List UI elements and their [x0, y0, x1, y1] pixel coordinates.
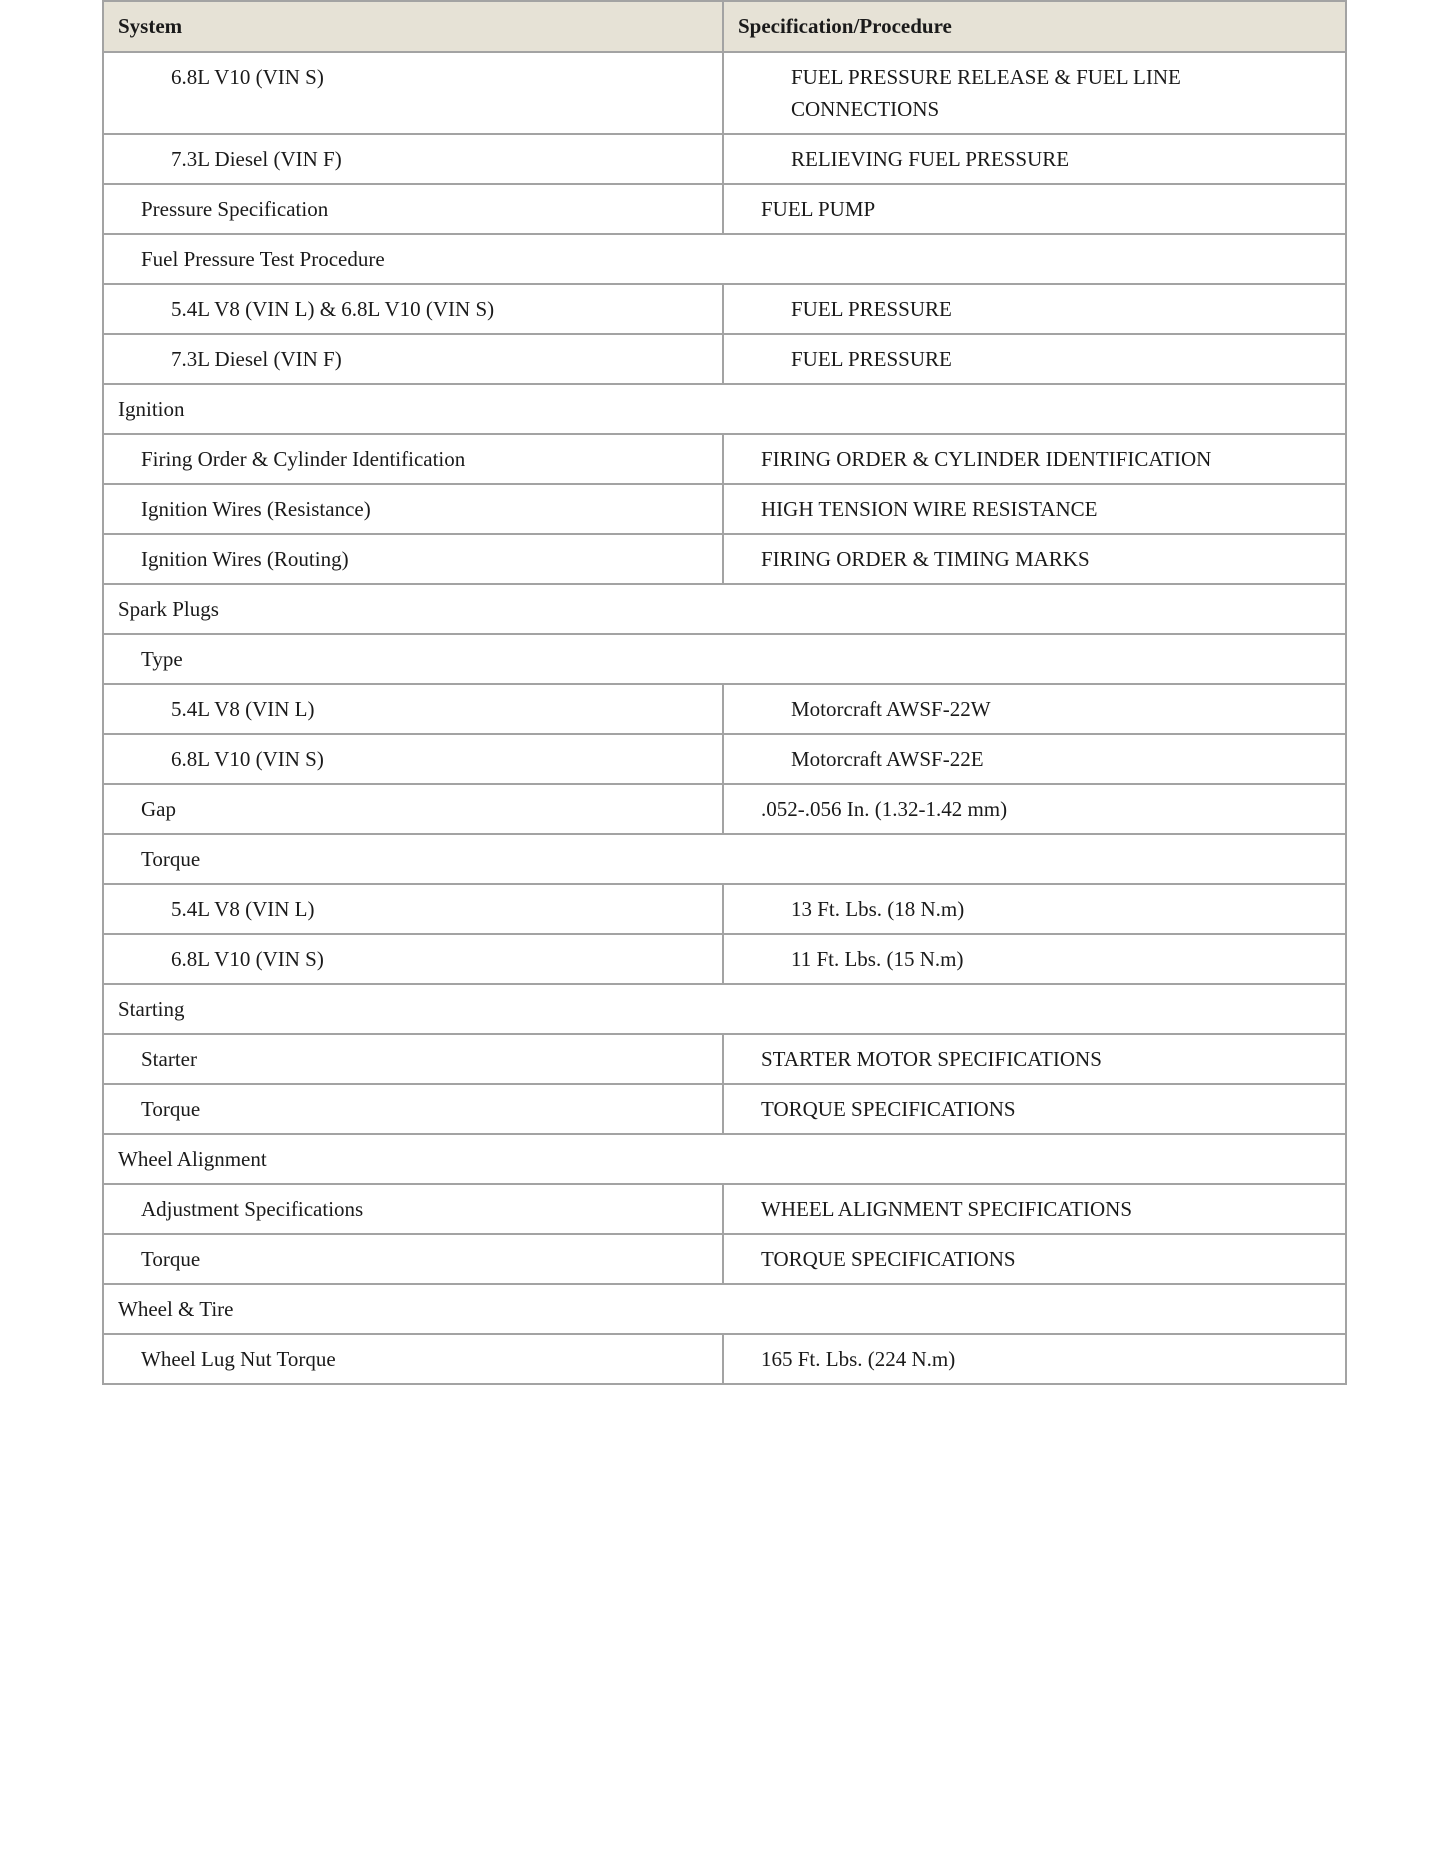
table-row [103, 234, 1346, 284]
system-cell: Firing Order & Cylinder Identification [103, 434, 723, 484]
system-cell: 5.4L V8 (VIN L) [103, 884, 723, 934]
system-cell: Ignition Wires (Routing) [103, 534, 723, 584]
section-heading-cell: Wheel Alignment [103, 1134, 1346, 1184]
system-cell: Pressure Specification [103, 184, 723, 234]
system-cell: Adjustment Specifications [103, 1184, 723, 1234]
specification-cell: FIRING ORDER & CYLINDER IDENTIFICATION [723, 434, 1346, 484]
specification-cell: TORQUE SPECIFICATIONS [723, 1234, 1346, 1284]
table-row [103, 434, 1346, 484]
specification-cell: 13 Ft. Lbs. (18 N.m) [723, 884, 1346, 934]
system-cell: Wheel Lug Nut Torque [103, 1334, 723, 1384]
specification-cell: HIGH TENSION WIRE RESISTANCE [723, 484, 1346, 534]
table-row [103, 884, 1346, 934]
specification-cell: Motorcraft AWSF-22E [723, 734, 1346, 784]
system-cell: Torque [103, 1084, 723, 1134]
system-cell: 6.8L V10 (VIN S) [103, 934, 723, 984]
section-heading-cell: Type [103, 634, 1346, 684]
specification-cell: WHEEL ALIGNMENT SPECIFICATIONS [723, 1184, 1346, 1234]
section-heading-cell: Spark Plugs [103, 584, 1346, 634]
section-heading-cell: Fuel Pressure Test Procedure [103, 234, 1346, 284]
table-row [103, 1034, 1346, 1084]
specification-cell: FUEL PRESSURE RELEASE & FUEL LINE CONNECTIONS [723, 52, 1346, 134]
system-cell: 6.8L V10 (VIN S) [103, 734, 723, 784]
table-row [103, 134, 1346, 184]
table-row [103, 834, 1346, 884]
specification-cell: FUEL PUMP [723, 184, 1346, 234]
specification-cell: FIRING ORDER & TIMING MARKS [723, 534, 1346, 584]
table-row [103, 52, 1346, 134]
table-row [103, 1084, 1346, 1134]
specifications-table [102, 0, 1347, 1385]
section-heading-cell: Torque [103, 834, 1346, 884]
table-row [103, 184, 1346, 234]
table-row [103, 984, 1346, 1034]
section-heading-cell: Wheel & Tire [103, 1284, 1346, 1334]
table-row [103, 934, 1346, 984]
table-row [103, 634, 1346, 684]
specification-cell: STARTER MOTOR SPECIFICATIONS [723, 1034, 1346, 1084]
system-cell: 5.4L V8 (VIN L) [103, 684, 723, 734]
table-row [103, 734, 1346, 784]
table-row [103, 584, 1346, 634]
table-row [103, 484, 1346, 534]
table-row [103, 1184, 1346, 1234]
table-body [103, 52, 1346, 1384]
table-row [103, 1284, 1346, 1334]
table-row [103, 784, 1346, 834]
table-row [103, 1234, 1346, 1284]
section-heading-cell: Ignition [103, 384, 1346, 434]
table-row [103, 284, 1346, 334]
specification-cell: Motorcraft AWSF-22W [723, 684, 1346, 734]
specification-cell: FUEL PRESSURE [723, 334, 1346, 384]
section-heading-cell: Starting [103, 984, 1346, 1034]
table-row [103, 1134, 1346, 1184]
system-cell: Gap [103, 784, 723, 834]
specification-cell: RELIEVING FUEL PRESSURE [723, 134, 1346, 184]
system-cell: Torque [103, 1234, 723, 1284]
table-row [103, 684, 1346, 734]
specification-cell: 11 Ft. Lbs. (15 N.m) [723, 934, 1346, 984]
specification-cell: FUEL PRESSURE [723, 284, 1346, 334]
table-row [103, 534, 1346, 584]
table-row [103, 384, 1346, 434]
specification-cell: 165 Ft. Lbs. (224 N.m) [723, 1334, 1346, 1384]
specification-cell: .052-.056 In. (1.32-1.42 mm) [723, 784, 1346, 834]
system-cell: Starter [103, 1034, 723, 1084]
column-header-system: System [103, 1, 723, 52]
column-header-specification: Specification/Procedure [723, 1, 1346, 52]
table-header-row [103, 1, 1346, 52]
specification-cell: TORQUE SPECIFICATIONS [723, 1084, 1346, 1134]
table-row [103, 334, 1346, 384]
system-cell: Ignition Wires (Resistance) [103, 484, 723, 534]
system-cell: 6.8L V10 (VIN S) [103, 52, 723, 134]
system-cell: 7.3L Diesel (VIN F) [103, 334, 723, 384]
system-cell: 7.3L Diesel (VIN F) [103, 134, 723, 184]
system-cell: 5.4L V8 (VIN L) & 6.8L V10 (VIN S) [103, 284, 723, 334]
table-row [103, 1334, 1346, 1384]
